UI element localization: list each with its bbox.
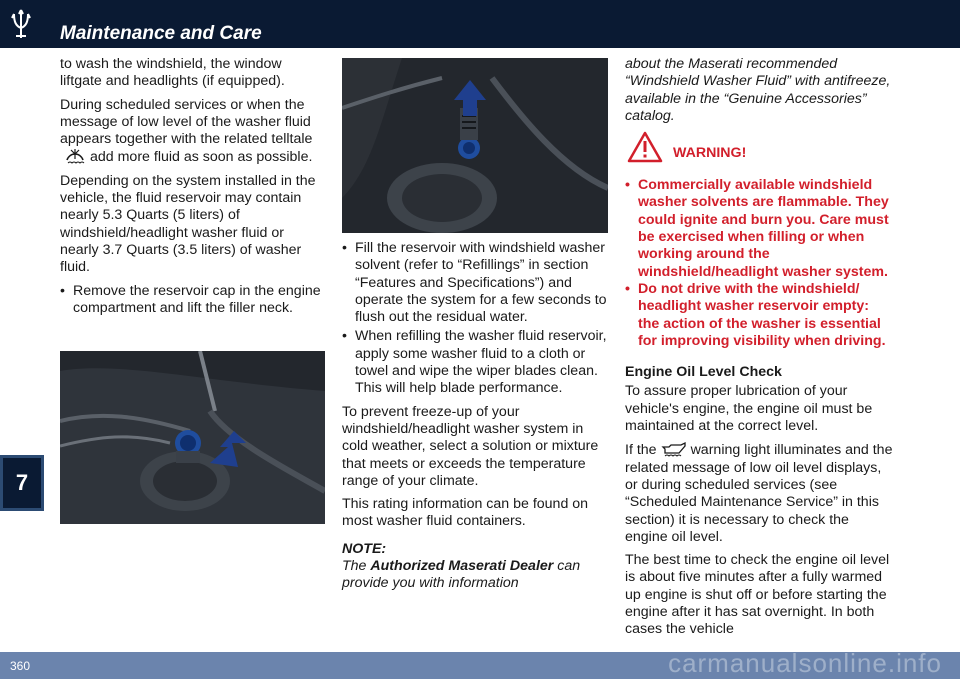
paragraph-telltale: During scheduled services or when the message of low level of the washer fluid appears together with the related telltaleadd more fluid as soon as possible. [60,96,313,166]
paragraph-oil-warning: If the warning light illuminates and the related message of low oil level displays, or during scheduled services (see “Scheduled Maintenance Service” in this section) it is necessary to check the engine oil level. [625,442,893,545]
list-item: • Remove the reservoir cap in the engine compartment and lift the filler neck. [60,282,321,316]
paragraph: Depending on the system installed in the vehicle, the fluid reservoir may contain nearly 5.3 Quarts (5 liters) of windshield/headlight washer fluid or nearly 3.7 Quarts (3.5 liters) of washer fluid. [60,172,316,276]
page-number: 360 [10,659,31,673]
note-continuation: about the Maserati recommended “Windshield Washer Fluid” with antifreeze, available in the “Genuine Accessories” catalog. [625,56,891,124]
warning-heading [625,139,893,169]
paragraph: to wash the windshield, the window liftgate and headlights (if equipped). [60,56,285,90]
watermark: carmanualsonline.info [668,648,942,678]
chapter-number: 7 [3,458,41,508]
header-bar [0,0,960,48]
paragraph: The best time to check the engine oil level is about five minutes after a fully warmed up engine is shut off or before starting the engine after it has sat overnight. In both cases the vehicle [625,552,890,638]
maserati-trident-icon [6,8,36,40]
washer-fluid-telltale-icon [64,148,86,164]
list-item: • Fill the reservoir with windshield washer solvent (refer to “Refillings” in section “Features and Specifications”) and operate the system for a few seconds to flush out the residual water. [342,240,607,326]
chapter-tab [0,455,44,511]
paragraph: To prevent freeze-up of your windshield/headlight washer system in cold weather, select a solution or mixture that meets or exceeds the temperature range of your climate. [342,403,599,489]
paragraph: To assure proper lubrication of your vehicle's engine, the engine oil must be maintained at the correct level. [625,383,873,435]
note-text: The Authorized Maserati Dealer can provide you with information [342,558,581,592]
warning-item: • Commercially available windshield washer solvents are flammable. They could ignite and burn you. Care must be exercised when filling or when working around the windshield/headlight washer system. [625,177,889,280]
reservoir-cap-photo [60,351,325,524]
warning-triangle-icon [627,131,663,163]
column-1 [60,56,325,319]
column-3 [625,56,893,645]
warning-item: • Do not drive with the windshield/ headlight washer reservoir empty: the action of the washer is essential for improving visibility when driving. [625,280,886,349]
paragraph: This rating information can be found on most washer fluid containers. [342,496,589,530]
column-2 [342,240,610,593]
filler-neck-photo [342,58,608,233]
page-header-title: Maintenance and Care [60,23,262,44]
list-item: • When refilling the washer fluid reservoir, apply some washer fluid to a cloth or towel and wipe the wiper blades clean. This will help blade performance. [342,328,607,397]
warning-label: WARNING! [673,145,747,162]
note-label: NOTE: [342,540,387,557]
section-title: Engine Oil Level Check [625,364,782,381]
oil-level-warning-icon [661,441,687,457]
